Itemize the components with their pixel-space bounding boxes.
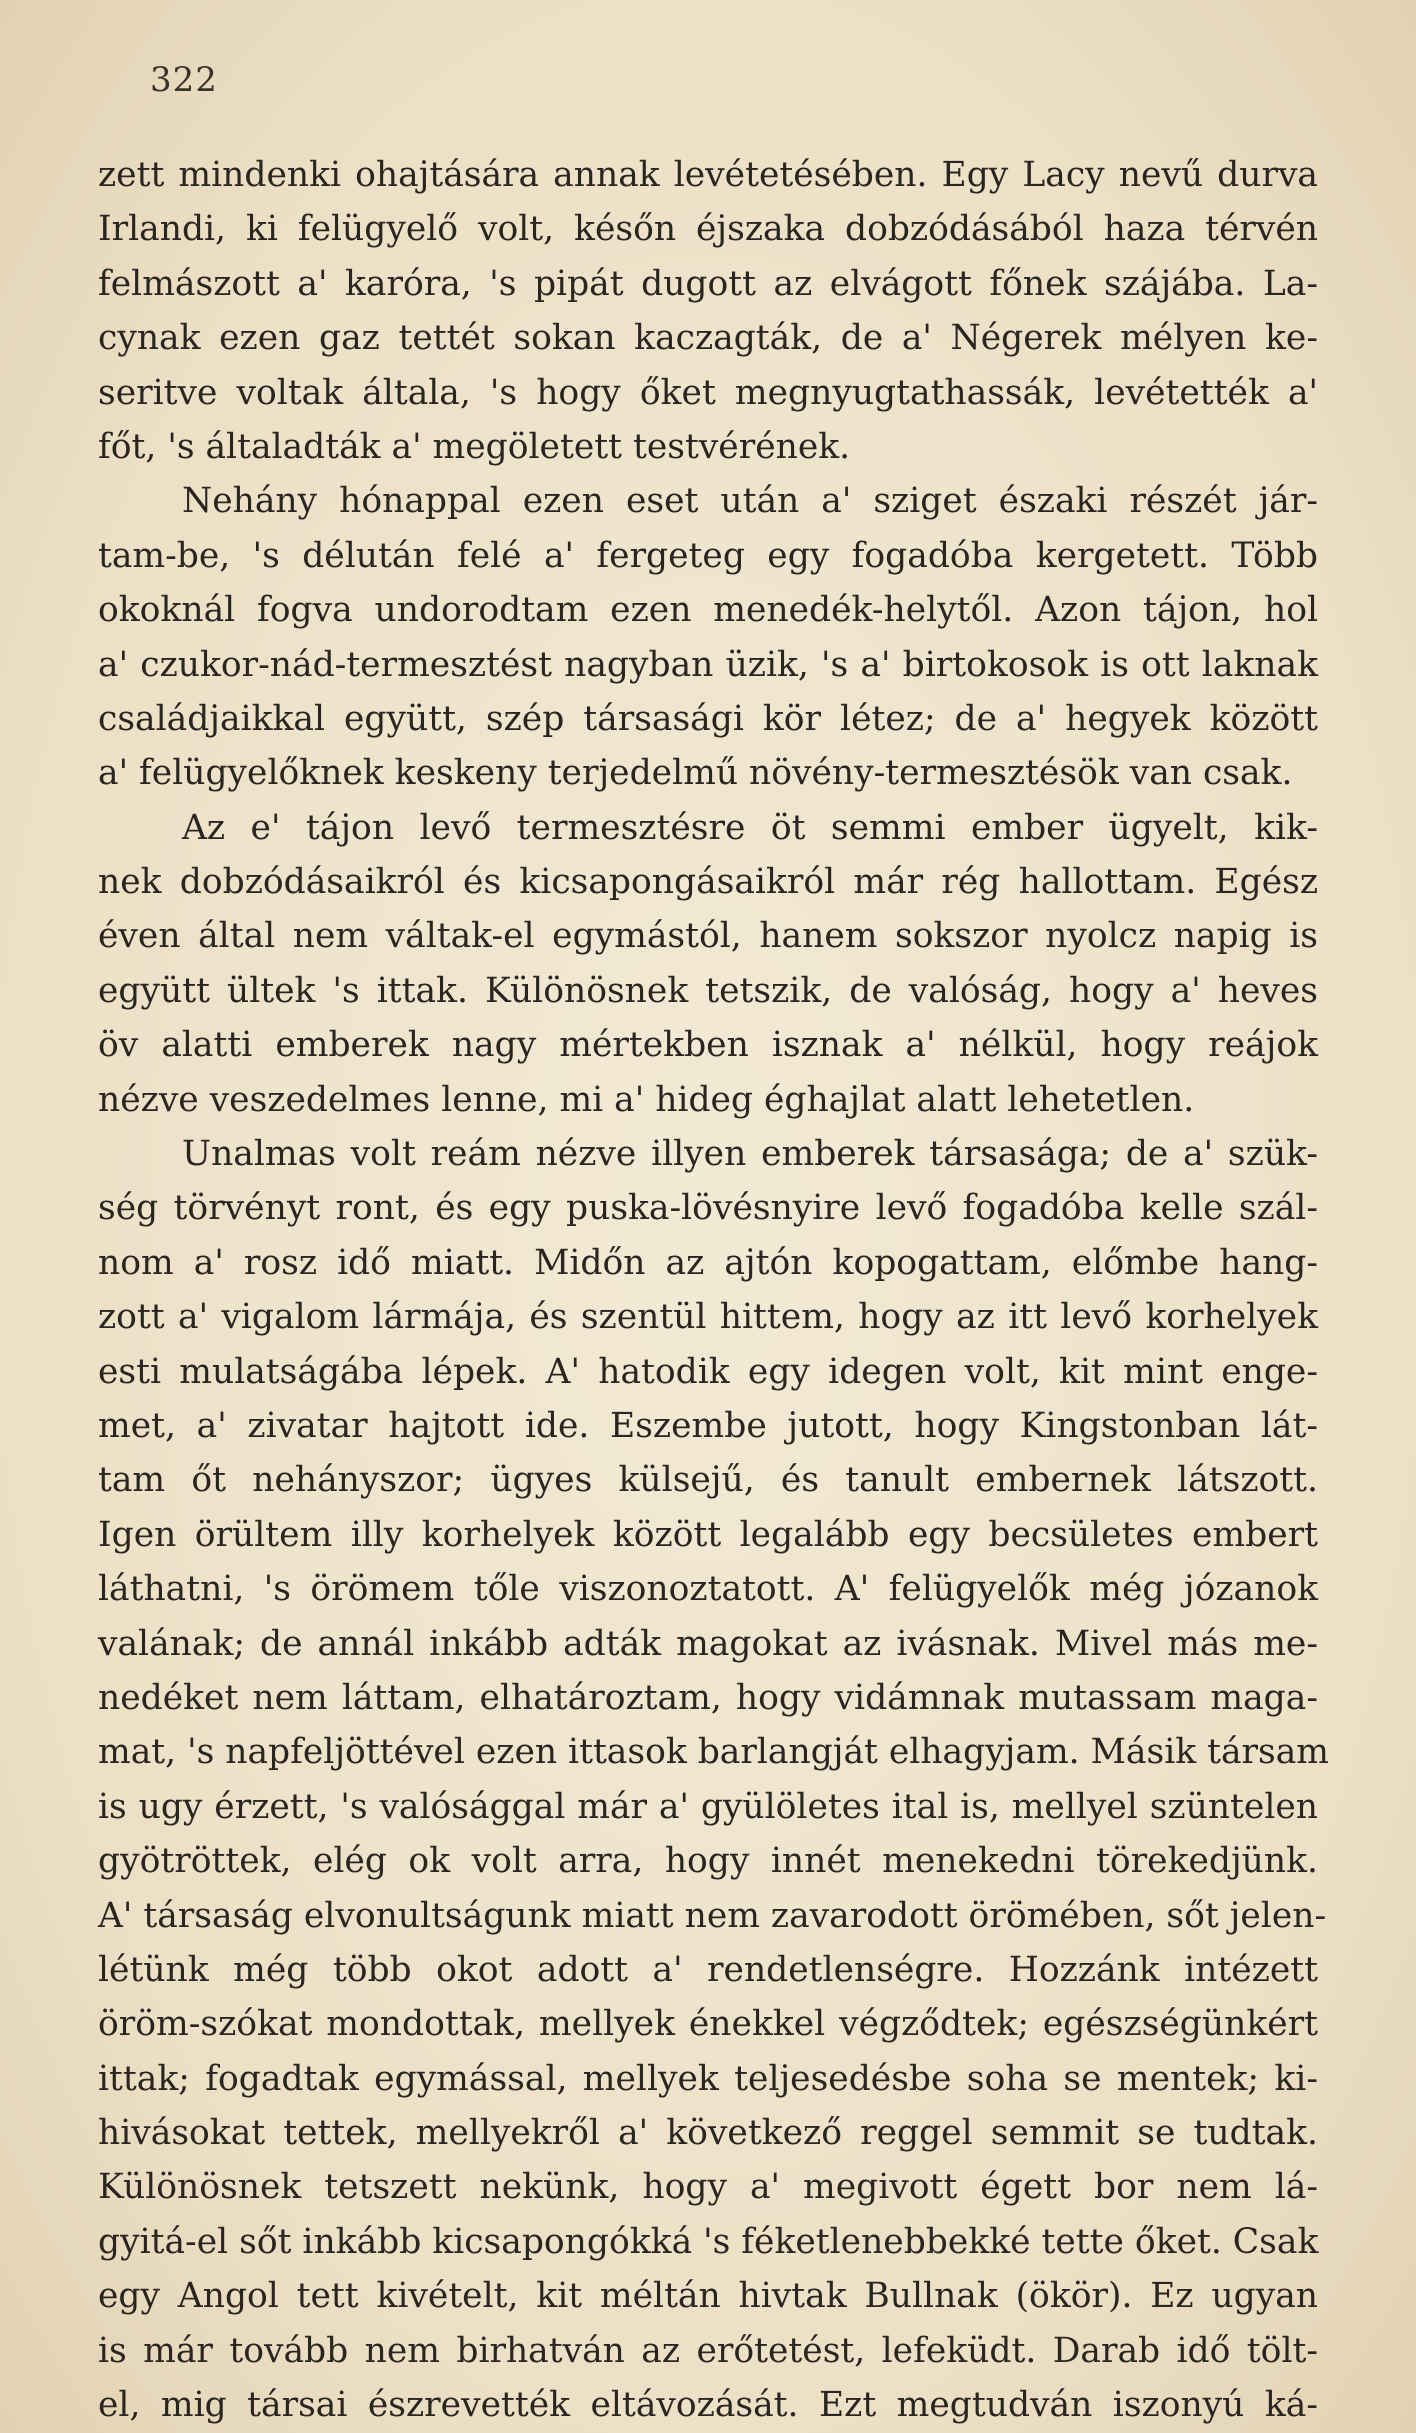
text-line: zott a' vigalom lármája, és szentül hittem, hogy az itt levő korhelyek xyxy=(98,1297,1318,1338)
text-line: nedéket nem láttam, elhatároztam, hogy vidámnak mutassam maga- xyxy=(98,1677,1318,1718)
text-line: létünk még több okot adott a' rendetlenségre. Hozzánk intézett xyxy=(98,1949,1318,1990)
page-number: 322 xyxy=(150,60,218,100)
text-line: Irlandi, ki felügyelő volt, későn éjszaka dobzódásából haza térvén xyxy=(98,209,1318,250)
text-line: a' felügyelőknek keskeny terjedelmű növény-termesztésök van csak. xyxy=(98,753,1293,794)
text-line: nek dobzódásaikról és kicsapongásaikról már rég hallottam. Egész xyxy=(98,862,1318,903)
text-line: zett mindenki ohajtására annak levétetésében. Egy Lacy nevű durva xyxy=(98,155,1318,195)
text-line: nézve veszedelmes lenne, mi a' hideg éghajlat alatt lehetetlen. xyxy=(98,1079,1195,1120)
text-line: Unalmas volt reám nézve illyen emberek társasága; de a' szük- xyxy=(182,1134,1318,1175)
text-line: Az e' tájon levő termesztésre öt semmi ember ügyelt, kik- xyxy=(182,807,1318,848)
text-line: gyitá-el sőt inkább kicsapongókká 's féketlenebbekké tette őket. Csak xyxy=(98,2221,1319,2262)
text-line: felmászott a' karóra, 's pipát dugott az elvágott főnek szájába. La- xyxy=(98,263,1318,304)
text-line: is ugy érzett, 's valósággal már a' gyülöletes ital is, mellyel szüntelen xyxy=(98,1786,1318,1827)
text-line: tam-be, 's délután felé a' fergeteg egy fogadóba kergetett. Több xyxy=(98,535,1318,576)
text-line: esti mulatságába lépek. A' hatodik egy idegen volt, kit mint enge- xyxy=(98,1351,1318,1392)
text-line: mat, 's napfeljöttével ezen ittasok barlangját elhagyjam. Másik társam xyxy=(98,1732,1330,1773)
text-line: valának; de annál inkább adták magokat az ivásnak. Mivel más me- xyxy=(98,1623,1318,1664)
text-line: családjaikkal együtt, szép társasági kör létez; de a' hegyek között xyxy=(98,698,1318,739)
body-text xyxy=(98,148,1330,2432)
text-line: seritve voltak általa, 's hogy őket megnyugtathassák, levétették a' xyxy=(98,372,1318,413)
text-line: gyötröttek, elég ok volt arra, hogy innét menekedni törekedjünk. xyxy=(98,1841,1318,1882)
text-line: el, mig társai észrevették eltávozását. Ezt megtudván iszonyú ká- xyxy=(98,2385,1318,2426)
text-line: öröm-szókat mondottak, mellyek énekkel végződtek; egészségünkért xyxy=(98,2004,1318,2045)
text-line: Különösnek tetszett nekünk, hogy a' megivott égett bor nem lá- xyxy=(98,2167,1318,2208)
text-line: Nehány hónappal ezen eset után a' sziget északi részét jár- xyxy=(182,481,1318,522)
text-line: okoknál fogva undorodtam ezen menedék-helytől. Azon tájon, hol xyxy=(98,590,1318,631)
text-line: főt, 's általadták a' megöletett testvérének. xyxy=(98,426,851,467)
text-line: met, a' zivatar hajtott ide. Eszembe jutott, hogy Kingstonban lát- xyxy=(98,1405,1318,1446)
text-line: öv alatti emberek nagy mértekben isznak a' nélkül, hogy reájok xyxy=(98,1025,1318,1066)
text-line: ség törvényt ront, és egy puska-lövésnyire levő fogadóba kelle szál- xyxy=(98,1188,1318,1229)
text-line: ittak; fogadtak egymással, mellyek teljesedésbe soha se mentek; ki- xyxy=(98,2058,1318,2099)
text-line: egy Angol tett kivételt, kit méltán hivtak Bullnak (ökör). Ez ugyan xyxy=(98,2276,1318,2317)
text-line: cynak ezen gaz tettét sokan kaczagták, de a' Négerek mélyen ke- xyxy=(98,318,1318,359)
text-line: éven által nem váltak-el egymástól, hanem sokszor nyolcz napig is xyxy=(98,916,1318,957)
text-line: tam őt nehányszor; ügyes külsejű, és tanult embernek látszott. xyxy=(98,1460,1318,1501)
text-line: hivásokat tettek, mellyekről a' következő reggel semmit se tudtak. xyxy=(98,2113,1318,2154)
text-line: A' társaság elvonultságunk miatt nem zavarodott örömében, sőt jelen- xyxy=(98,1895,1327,1936)
text-line: Igen örültem illy korhelyek között legalább egy becsületes embert xyxy=(98,1514,1318,1555)
text-line: láthatni, 's örömem tőle viszonoztatott. A' felügyelők még józanok xyxy=(98,1569,1318,1610)
text-line: nom a' rosz idő miatt. Midőn az ajtón kopogattam, előmbe hang- xyxy=(98,1242,1318,1283)
text-line: is már tovább nem birhatván az erőtetést, lefeküdt. Darab idő tölt- xyxy=(98,2330,1318,2371)
text-line: a' czukor-nád-termesztést nagyban üzik, 's a' birtokosok is ott laknak xyxy=(98,644,1318,685)
text-line: együtt ültek 's ittak. Különösnek tetszik, de valóság, hogy a' heves xyxy=(98,970,1318,1011)
